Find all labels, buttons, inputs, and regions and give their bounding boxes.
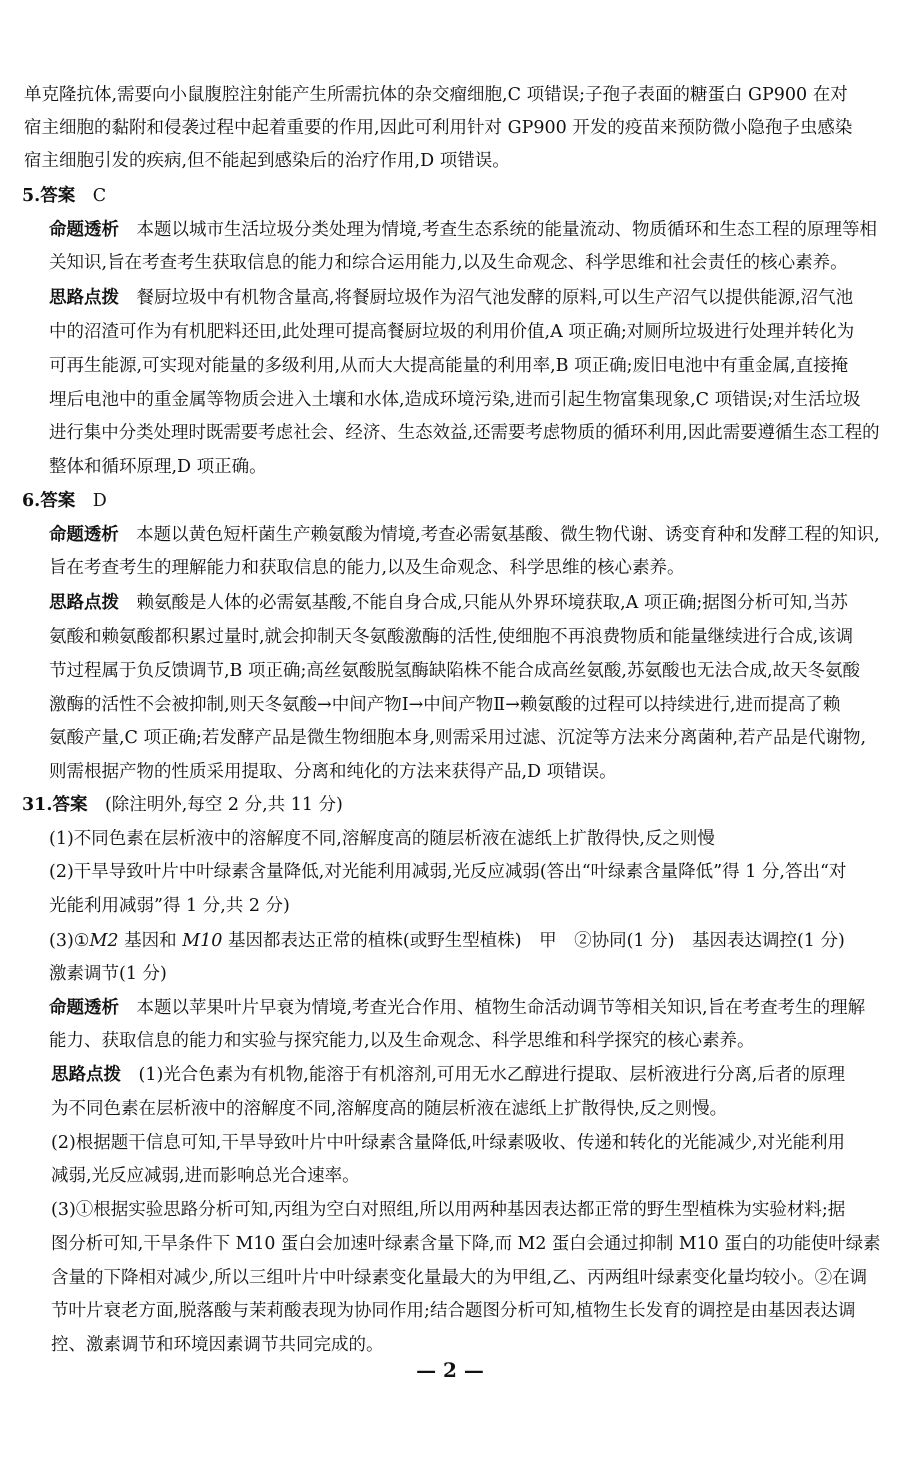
slbd-label: 思路点拨 xyxy=(51,1065,121,1085)
text-span: 餐厨垃圾中有机物含量高,将餐厨垃圾作为沼气池发酵的原料,可以生产沼气以提供能源,沼气池 xyxy=(136,288,854,308)
text-line: 单克隆抗体,需要向小鼠腹腔注射能产生所需抗体的杂交瘤细胞,C 项错误;子孢子表面的糖蛋白 GP900 在对 xyxy=(24,85,848,105)
slbd-label: 思路点拨 xyxy=(49,593,119,613)
text-line: 则需根据产物的性质采用提取、分离和纯化的方法来获得产品,D 项错误。 xyxy=(49,762,617,782)
text-span: 基因和 xyxy=(118,931,183,951)
answer-label: 答案 xyxy=(52,795,88,815)
text-span: 基因都表达正常的植株(或野生型植株) 甲 ②协同(1 分) 基因表达调控(1 分) xyxy=(222,931,845,951)
text-line: 整体和循环原理,D 项正确。 xyxy=(49,457,267,477)
question-number: 31. xyxy=(22,795,53,815)
q31-mtts-line xyxy=(49,996,865,1020)
q31-answer-3-line xyxy=(49,929,845,953)
text-line: 光能利用减弱”得 1 分,共 2 分) xyxy=(49,896,290,916)
answer-choice: C xyxy=(92,186,107,206)
page-number: — 2 — xyxy=(416,1358,484,1382)
text-line: 关知识,旨在考查考生获取信息的能力和综合运用能力,以及生命观念、科学思维和社会责任的核心素养。 xyxy=(49,253,848,273)
question-number: 5. xyxy=(22,186,41,206)
text-line: 可再生能源,可实现对能量的多级利用,从而大大提高能量的利用率,B 项正确;废旧电池中有重金属,直接掩 xyxy=(49,356,849,376)
q6-answer-heading xyxy=(22,489,107,513)
text-span: (1)光合色素为有机物,能溶于有机溶剂,可用无水乙醇进行提取、层析液进行分离,后者的原理 xyxy=(138,1065,845,1085)
text-line: 宿主细胞引发的疾病,但不能起到感染后的治疗作用,D 项错误。 xyxy=(24,151,510,171)
text-line: 中的沼渣可作为有机肥料还田,此处理可提高餐厨垃圾的利用价值,A 项正确;对厕所垃圾进行处理并转化为 xyxy=(49,322,855,342)
text-line: 控、激素调节和环境因素调节共同完成的。 xyxy=(51,1335,384,1355)
q5-answer-heading xyxy=(22,184,106,208)
text-line: 氨酸产量,C 项正确;若发酵产品是微生物细胞本身,则需采用过滤、沉淀等方法来分离菌种,若产品是代谢物, xyxy=(49,728,867,748)
mtts-label: 命题透析 xyxy=(49,220,119,240)
text-span: (3)① xyxy=(49,931,90,951)
text-span: 本题以黄色短杆菌生产赖氨酸为情境,考查必需氨基酸、微生物代谢、诱变育种和发酵工程的知识, xyxy=(136,525,880,545)
q6-slbd-line xyxy=(49,591,848,615)
text-line: 激酶的活性不会被抑制,则天冬氨酸→中间产物Ⅰ→中间产物Ⅱ→赖氨酸的过程可以持续进行,进而提高了赖 xyxy=(49,695,841,715)
text-span: 赖氨酸是人体的必需氨基酸,不能自身合成,只能从外界环境获取,A 项正确;据图分析可知,当苏 xyxy=(136,593,848,613)
slbd-label: 思路点拨 xyxy=(49,288,119,308)
answer-label: 答案 xyxy=(40,491,76,511)
text-span: 本题以苹果叶片早衰为情境,考查光合作用、植物生命活动调节等相关知识,旨在考查考生的理解 xyxy=(136,998,866,1018)
answer-choice: D xyxy=(92,491,107,511)
scoring-note: (除注明外,每空 2 分,共 11 分) xyxy=(104,795,343,815)
answer-label: 答案 xyxy=(40,186,76,206)
text-line: 能力、获取信息的能力和实验与探究能力,以及生命观念、科学思维和科学探究的核心素养。 xyxy=(49,1031,755,1051)
q5-slbd-line xyxy=(49,286,853,310)
text-line: 含量的下降相对减少,所以三组叶片中叶绿素变化量最大的为甲组,乙、丙两组叶绿素变化量均较小。②在调 xyxy=(51,1268,868,1288)
text-line: 旨在考查考生的理解能力和获取信息的能力,以及生命观念、科学思维的核心素养。 xyxy=(49,558,685,578)
text-line: (2)根据题干信息可知,干旱导致叶片中叶绿素含量降低,叶绿素吸收、传递和转化的光能减少,对光能利用 xyxy=(51,1133,845,1153)
text-line: (2)干旱导致叶片中叶绿素含量降低,对光能利用减弱,光反应减弱(答出“叶绿素含量降低”得 1 分,答出“对 xyxy=(49,862,847,882)
mtts-label: 命题透析 xyxy=(49,525,119,545)
gene-name: M2 xyxy=(89,931,119,951)
mtts-label: 命题透析 xyxy=(49,998,119,1018)
q31-answer-heading xyxy=(22,793,343,817)
text-line: 图分析可知,干旱条件下 M10 蛋白会加速叶绿素含量下降,而 M2 蛋白会通过抑制 M10 蛋白的功能使叶绿素 xyxy=(51,1234,881,1254)
q31-slbd-line xyxy=(51,1063,845,1087)
text-line: 节叶片衰老方面,脱落酸与茉莉酸表现为协同作用;结合题图分析可知,植物生长发育的调控是由基因表达调 xyxy=(51,1301,856,1321)
text-span: 本题以城市生活垃圾分类处理为情境,考查生态系统的能量流动、物质循环和生态工程的原理等相 xyxy=(136,220,878,240)
text-line: 氨酸和赖氨酸都积累过量时,就会抑制天冬氨酸激酶的活性,使细胞不再浪费物质和能量继续进行合成,该调 xyxy=(49,627,854,647)
q6-mtts-line xyxy=(49,523,880,547)
text-line: (1)不同色素在层析液中的溶解度不同,溶解度高的随层析液在滤纸上扩散得快,反之则慢 xyxy=(49,829,715,849)
text-line: 减弱,光反应减弱,进而影响总光合速率。 xyxy=(51,1166,360,1186)
q5-mtts-line xyxy=(49,218,877,242)
gene-name: M10 xyxy=(182,931,223,951)
text-line: (3)①根据实验思路分析可知,丙组为空白对照组,所以用两种基因表达都正常的野生型植株为实验材料;据 xyxy=(51,1200,846,1220)
text-line: 埋后电池中的重金属等物质会进入土壤和水体,造成环境污染,进而引起生物富集现象,C 项错误;对生活垃圾 xyxy=(49,390,861,410)
text-line: 节过程属于负反馈调节,B 项正确;高丝氨酸脱氢酶缺陷株不能合成高丝氨酸,苏氨酸也无法合成,故天冬氨酸 xyxy=(49,661,861,681)
text-line: 进行集中分类处理时既需要考虑社会、经济、生态效益,还需要考虑物质的循环利用,因此需要遵循生态工程的 xyxy=(49,423,880,443)
text-line: 激素调节(1 分) xyxy=(49,964,167,984)
question-number: 6. xyxy=(22,491,41,511)
text-line: 宿主细胞的黏附和侵袭过程中起着重要的作用,因此可利用针对 GP900 开发的疫苗来预防微小隐孢子虫感染 xyxy=(24,118,853,138)
text-line: 为不同色素在层析液中的溶解度不同,溶解度高的随层析液在滤纸上扩散得快,反之则慢。 xyxy=(51,1099,728,1119)
